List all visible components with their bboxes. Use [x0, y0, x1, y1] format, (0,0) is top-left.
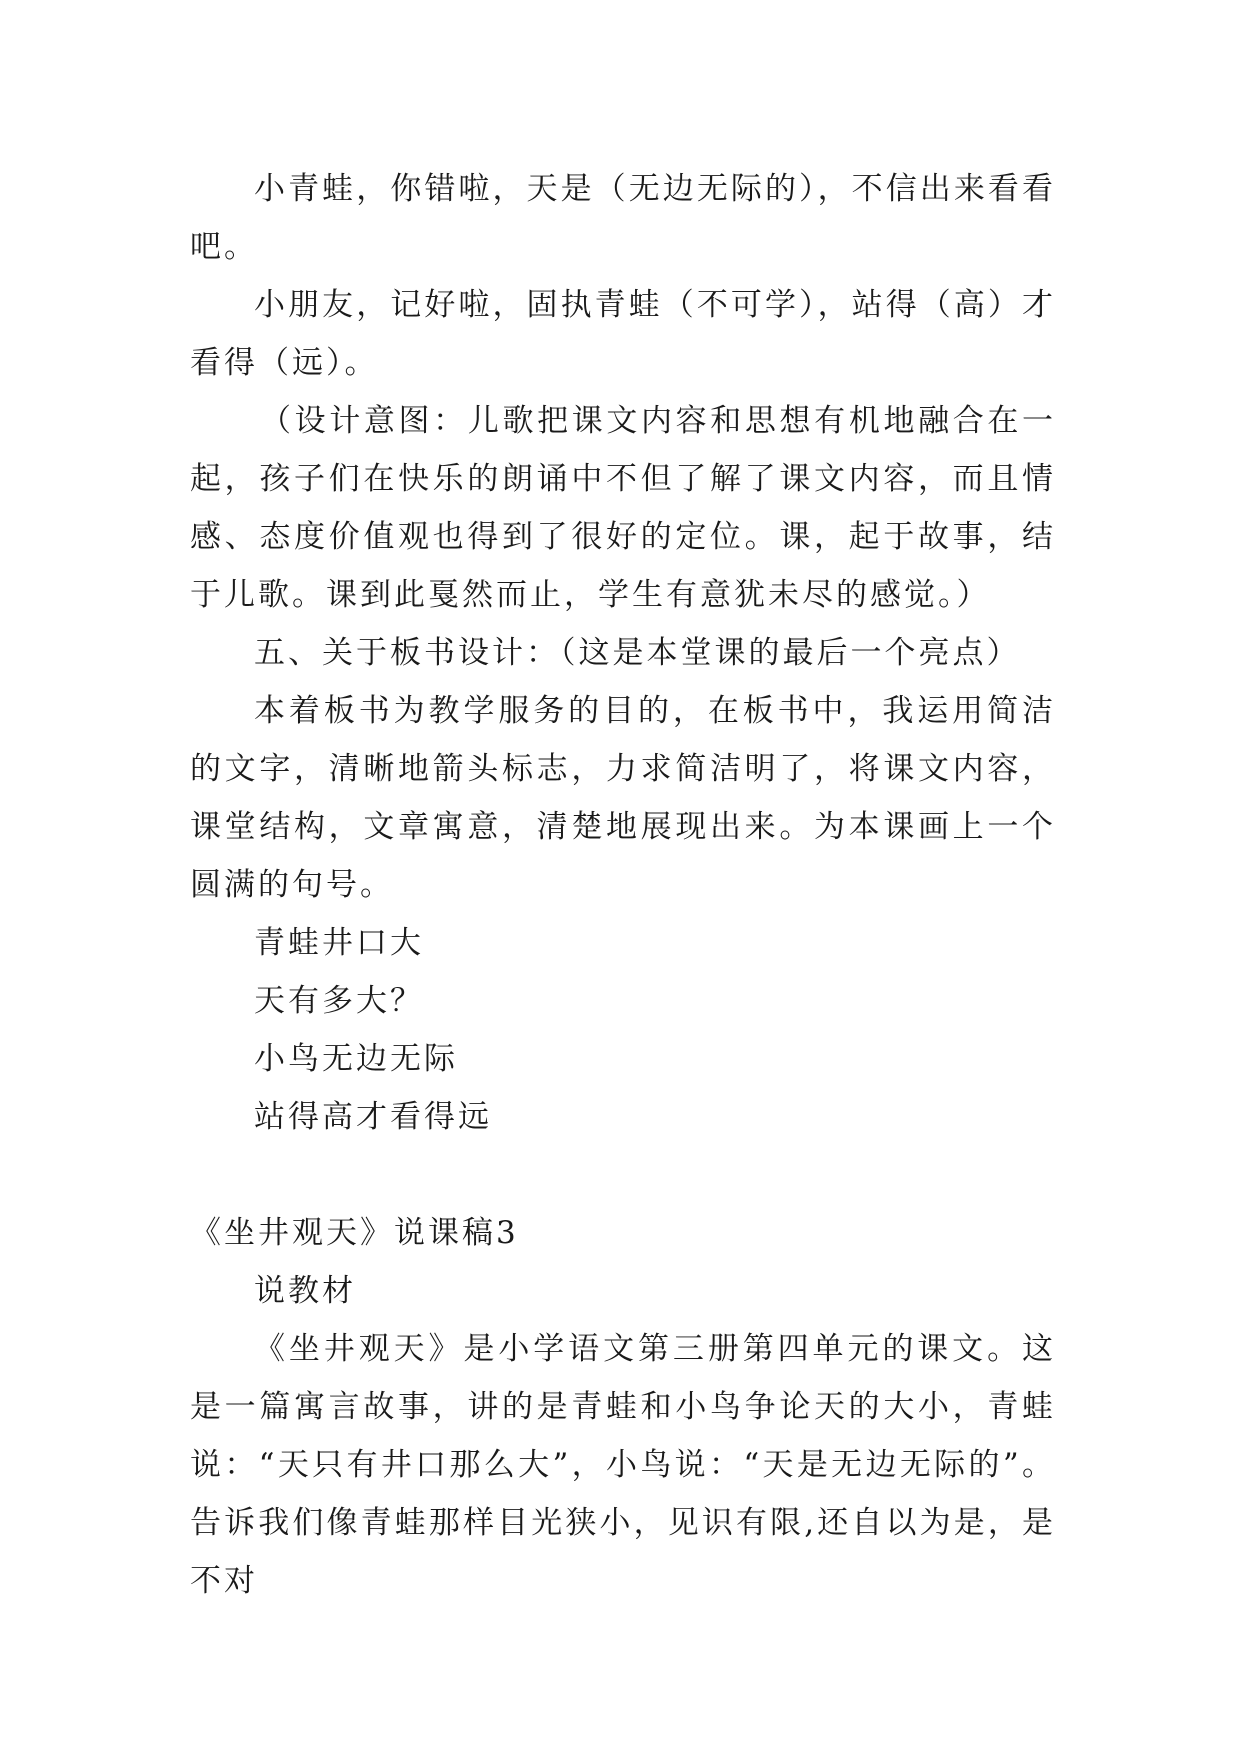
paragraph-board-design-heading: 五、关于板书设计：（这是本堂课的最后一个亮点）: [254, 635, 1021, 671]
paragraph-textbook-intro: 《坐井观天》是小学语文第三册第四单元的课文。这是一篇寓言故事，讲的是青蛙和小鸟争论天的大小，青蛙说：“天只有井口那么大”，小鸟说：“天是无边无际的”。告诉我们像青蛙那样目光狭小，见识有限,还自以为是，是不对: [190, 1331, 1056, 1599]
paragraph-frog-wrong: 小青蛙，你错啦，天是（无边无际的），不信出来看看吧。: [190, 171, 1056, 265]
section-title: 《坐井观天》说课稿3: [190, 1215, 519, 1251]
board-line: 站得高才看得远: [254, 1099, 492, 1135]
subheading-textbook: 说教材: [254, 1273, 356, 1309]
board-line: 小鸟无边无际: [254, 1041, 458, 1077]
section-gap: [190, 1146, 1056, 1204]
document-page: [190, 160, 1056, 1610]
paragraph-design-intent: （设计意图：儿歌把课文内容和思想有机地融合在一起，孩子们在快乐的朗诵中不但了解了课文内容，而且情感、态度价值观也得到了很好的定位。课，起于故事，结于儿歌。课到此戛然而止，学生有意犹未尽的感觉。）: [190, 403, 1056, 613]
board-line: 青蛙井口大: [254, 925, 424, 961]
paragraph-remember: 小朋友，记好啦，固执青蛙（不可学），站得（高）才看得（远）。: [190, 287, 1056, 381]
paragraph-board-design: 本着板书为教学服务的目的，在板书中，我运用简洁的文字，清晰地箭头标志，力求简洁明了，将课文内容，课堂结构，文章寓意，清楚地展现出来。为本课画上一个圆满的句号。: [190, 693, 1056, 903]
board-line: 天有多大？: [254, 983, 424, 1019]
